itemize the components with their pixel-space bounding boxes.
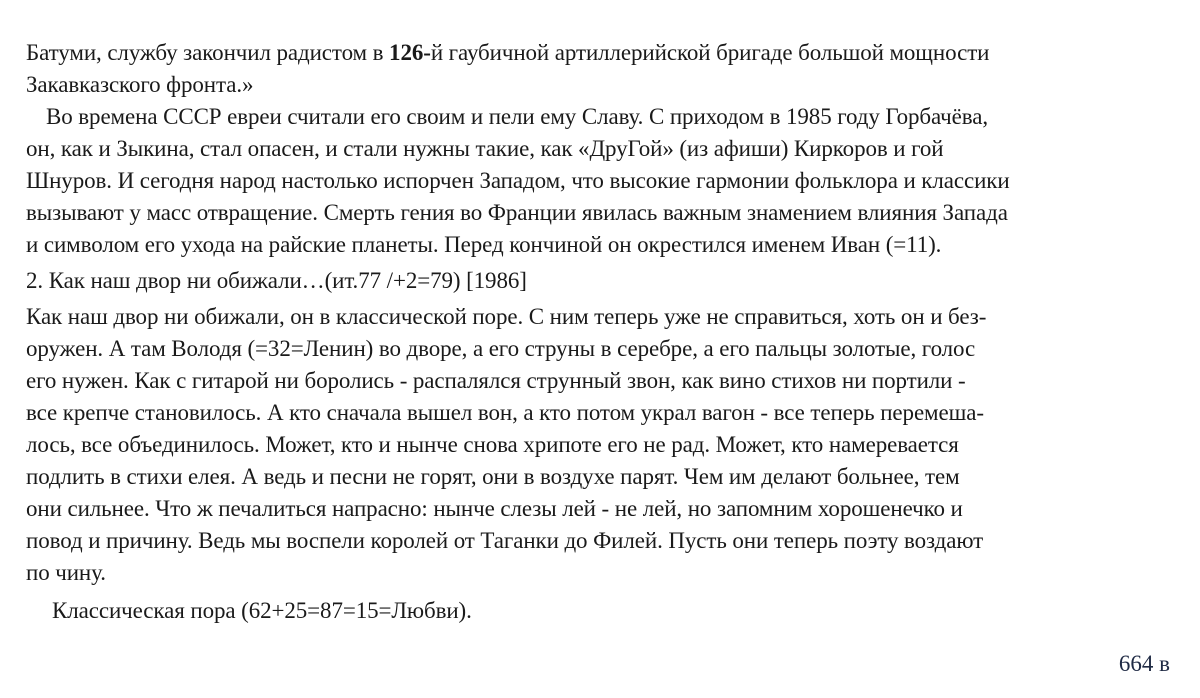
paragraph-2-line-1: Во времена СССР евреи считали его своим и пели ему Славу. С приходом в 1985 году Горбачёва, (46, 104, 988, 129)
paragraph-1-line-1-end: й гаубичной артиллерийской бригаде большой мощности (430, 40, 990, 65)
poem-line-1: Как наш двор ни обижали, он в классической поре. С ним теперь уже не справиться, хоть он и без- (26, 304, 987, 329)
page-body (26, 37, 1178, 627)
closing-line: Классическая пора (62+25=87=15=Любви). (52, 598, 472, 623)
poem-line-5: лось, все объединилось. Может, кто и нынче снова хрипоте его не рад. Может, кто намеревается (26, 432, 959, 457)
poem-line-8: повод и причину. Ведь мы воспели королей от Таганки до Филей. Пусть они теперь поэту воздают (26, 528, 984, 553)
poem-line-3: его нужен. Как с гитарой ни боролись - распалялся струнный звон, как вино стихов ни портили - (26, 368, 966, 393)
page-number: 664 в (1118, 651, 1170, 676)
poem-line-4: все крепче становилось. А кто сначала вышел вон, а кто потом украл вагон - все теперь перемеша- (26, 400, 984, 425)
poem-line-6: подлить в стихи елея. А ведь и песни не горят, они в воздухе парят. Чем им делают больнее, тем (26, 464, 960, 489)
paragraph-1-line-1 (26, 37, 1178, 69)
paragraph-2-line-5: и символом его ухода на райские планеты. Перед кончиной он окрестился именем Иван (=11). (26, 232, 942, 257)
paragraph-1-line-2: Закавказского фронта.» (26, 72, 254, 97)
poem-line-2: оружен. А там Володя (=32=Ленин) во дворе, а его струны в серебре, а его пальцы золотые, голос (26, 336, 976, 361)
section-heading: 2. Как наш двор ни обижали…(ит.77 /+2=79) [1986] (26, 268, 527, 293)
poem-line-9: по чину. (26, 560, 106, 585)
paragraph-2-line-2: он, как и Зыкина, стал опасен, и стали нужны такие, как «ДруГой» (из афиши) Киркоров и гой (26, 136, 944, 161)
paragraph-1-line-1-start: Батуми, службу закончил радистом в (26, 40, 390, 65)
paragraph-2-line-3: Шнуров. И сегодня народ настолько испорчен Западом, что высокие гармонии фольклора и классики (26, 168, 1010, 193)
poem-line-7: они сильнее. Что ж печалиться напрасно: нынче слезы лей - не лей, но запомним хорошенечко и (26, 496, 963, 521)
brigade-number: 126- (389, 40, 431, 65)
paragraph-2-line-4: вызывают у масс отвращение. Смерть гения во Франции явилась важным знамением влияния Запада (26, 200, 1008, 225)
